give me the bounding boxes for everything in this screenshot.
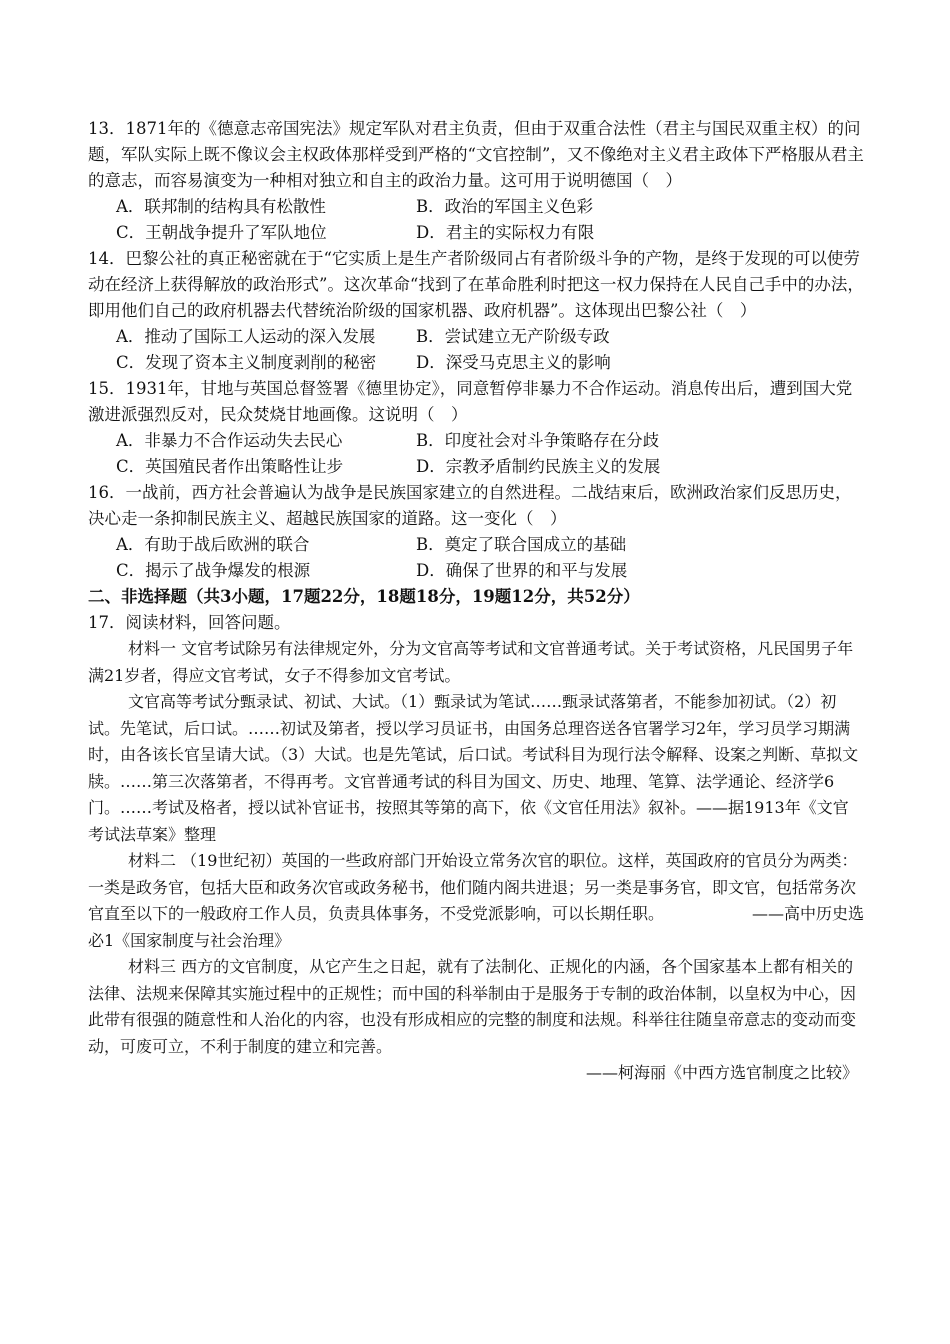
question-14-options-row1 [88, 324, 864, 350]
question-13-options-row2 [88, 220, 864, 246]
question-14-options-row2 [88, 350, 864, 376]
material-2-paragraph: 材料二 （19世纪初）英国的一些政府部门开始设立常务次官的职位。这样，英国政府的官员分为两类：一类是政务官，包括大臣和政务次官或政务秘书，他们随内阁共进退；另一类是事务官，即文官，包括常务次官直至以下的一般政府工作人员，负责具体事务，不受党派影响，可以长期任职。 ——高中历史选必1《国家制度与社会治理》 [88, 851, 865, 950]
question-13-option-d: D．君主的实际权力有限 [416, 223, 595, 242]
question-16-options-row2 [88, 558, 864, 584]
question-16-option-c: C．揭示了战争爆发的根源 [116, 561, 311, 580]
material-1-paragraph-2: 文官高等考试分甄录试、初试、大试。（1）甄录试为笔试……甄录试落第者，不能参加初试。（2）初试。先笔试，后口试。……初试及第者，授以学习员证书，由国务总理咨送各官署学习2年，学习员学习期满时，由各该长官呈请大试。（3）大试。也是先笔试，后口试。考试科目为现行法令解释、设案之判断、草拟文牍。……第三次落第者，不得再考。文官普通考试的科目为国文、历史、地理、笔算、法学通论、经济学6门。……考试及格者，授以试补官证书，按照其等第的高下，依《文官任用法》叙补。——据1913年《文官考试法草案》整理 [88, 692, 859, 844]
material-3-source: ——柯海丽《中西方选官制度之比较》 [585, 1063, 858, 1082]
question-15-option-c: C．英国殖民者作出策略性让步 [116, 457, 344, 476]
question-14-option-d: D．深受马克思主义的影响 [416, 353, 611, 372]
question-13-option-a: A．联邦制的结构具有松散性 [116, 197, 326, 216]
question-17-stem: 17．阅读材料，回答问题。 [88, 613, 291, 632]
question-16-option-d: D．确保了世界的和平与发展 [416, 561, 628, 580]
question-15-options-row1 [88, 428, 864, 454]
question-15-option-d: D．宗教矛盾制约民族主义的发展 [416, 457, 661, 476]
section-2-heading: 二、非选择题（共3小题，17题22分，18题18分，19题12分，共52分） [88, 587, 640, 606]
question-15-option-a: A．非暴力不合作运动失去民心 [116, 431, 343, 450]
question-15-options-row2 [88, 454, 864, 480]
question-13-option-c: C．王朝战争提升了军队地位 [116, 223, 327, 242]
question-15-stem: 15．1931年，甘地与英国总督签署《德里协定》，同意暂停非暴力不合作运动。消息传出后，遭到国大党激进派强烈反对，民众焚烧甘地画像。这说明（ ） [88, 379, 853, 424]
question-14-option-b: B．尝试建立无产阶级专政 [416, 327, 610, 346]
question-14-option-a: A．推动了国际工人运动的深入发展 [116, 327, 376, 346]
question-16-stem: 16．一战前，西方社会普遍认为战争是民族国家建立的自然进程。二战结束后，欧洲政治家们反思历史，决心走一条抑制民族主义、超越民族国家的道路。这一变化（ ） [88, 483, 852, 528]
question-15-option-b: B．印度社会对斗争策略存在分歧 [416, 431, 660, 450]
question-16-option-a: A．有助于战后欧洲的联合 [116, 535, 310, 554]
question-16-option-b: B．奠定了联合国成立的基础 [416, 535, 627, 554]
question-13-options-row1 [88, 194, 864, 220]
question-14-option-c: C．发现了资本主义制度剥削的秘密 [116, 353, 377, 372]
material-1-paragraph-1: 材料一 文官考试除另有法律规定外，分为文官高等考试和文官普通考试。关于考试资格，凡民国男子年满21岁者，得应文官考试，女子不得参加文官考试。 [88, 639, 854, 685]
exam-page [88, 116, 864, 1087]
question-13-option-b: B．政治的军国主义色彩 [416, 197, 594, 216]
material-3-paragraph: 材料三 西方的文官制度，从它产生之日起，就有了法制化、正规化的内涵，各个国家基本上都有相关的法律、法规来保障其实施过程中的正规性；而中国的科举制由于是服务于专制的政治体制，以皇权为中心，因此带有很强的随意性和人治化的内容，也没有形成相应的完整的制度和法规。科举往往随皇帝意志的变动而变动，可废可立，不利于制度的建立和完善。 [88, 957, 857, 1056]
question-16-options-row1 [88, 532, 864, 558]
question-13-stem: 13．1871年的《德意志帝国宪法》规定军队对君主负责，但由于双重合法性（君主与国民双重主权）的问题，军队实际上既不像议会主权政体那样受到严格的“文官控制”，又不像绝对主义君主政体下严格服从君主的意志，而容易演变为一种相对独立和自主的政治力量。这可用于说明德国（ ） [88, 119, 864, 190]
question-14-stem: 14．巴黎公社的真正秘密就在于“它实质上是生产者阶级同占有者阶级斗争的产物，是终于发现的可以使劳动在经济上获得解放的政治形式”。这次革命“找到了在革命胜利时把这一权力保持在人民自己手中的办法，即用他们自己的政府机器去代替统治阶级的国家机器、政府机器”。这体现出巴黎公社（ ） [88, 249, 864, 320]
